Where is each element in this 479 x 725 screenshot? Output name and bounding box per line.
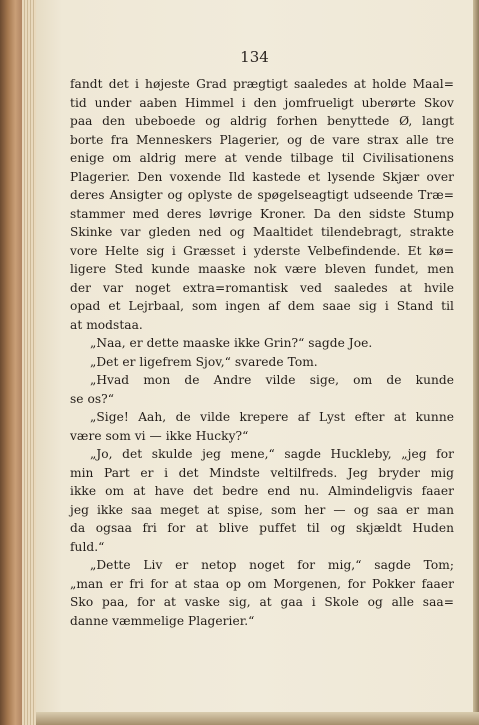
- text-line: tid under aaben Himmel i den jomfrueligt uberørte Skov: [70, 95, 454, 110]
- text-line: Plagerier. Den voxende Ild kastede et lysende Skjær over: [70, 169, 454, 184]
- text-line: „Jo, det skulde jeg mene,“ sagde Huckleby, „jeg for: [90, 447, 454, 461]
- text-line: fuld.“: [70, 539, 105, 554]
- text-line: der var noget extra=romantisk ved saaledes at hvile: [70, 280, 454, 295]
- text-line: ikke om at have det bedre end nu. Almindeligvis faaer: [70, 484, 454, 498]
- text-line: Skinke var gleden ned og Maaltidet tilendebragt, strakte: [70, 225, 454, 239]
- text-line: fandt det i højeste Grad prægtigt saaledes at holde Maal=: [70, 77, 454, 91]
- text-line: borte fra Menneskers Plagerier, og de vare strax alle tre: [70, 132, 454, 147]
- page-number: 134: [240, 48, 269, 66]
- text-line: ligere Sted kunde maaske nok være bleven fundet, men: [70, 262, 454, 276]
- text-line: min Part er i det Mindste veltilfreds. Jeg bryder mig: [70, 465, 454, 480]
- text-line: „Sige! Aah, de vilde krepere af Lyst efter at kunne: [90, 410, 454, 424]
- page-edges: [22, 0, 36, 725]
- text-line: „Dette Liv er netop noget for mig,“ sagde Tom;: [90, 558, 454, 572]
- book-binding: [0, 0, 22, 725]
- text-line: se os?“: [70, 391, 115, 406]
- body-text: [70, 75, 454, 630]
- text-line: „Naa, er dette maaske ikke Grin?“ sagde Joe.: [90, 336, 373, 350]
- text-line: vore Helte sig i Græsset i yderste Velbefindende. Et kø=: [70, 243, 454, 258]
- text-line: „Det er ligefrem Sjov,“ svarede Tom.: [90, 354, 318, 369]
- text-line: deres Ansigter og oplyste de spøgelseagtigt udseende Træ=: [70, 188, 454, 202]
- page-right-edge: [473, 0, 479, 725]
- text-line: „man er fri for at staa op om Morgenen, for Pokker faaer: [70, 576, 454, 591]
- text-line: Sko paa, for at vaske sig, at gaa i Skole og alle saa=: [70, 595, 454, 609]
- text-line: danne væmmelige Plagerier.“: [70, 613, 255, 628]
- text-line: da ogsaa fri for at blive puffet til og skjældt Huden: [70, 521, 454, 535]
- text-line: „Hvad mon de Andre vilde sige, om de kunde: [90, 373, 454, 387]
- text-line: opad et Lejrbaal, som ingen af dem saae sig i Stand til: [70, 299, 454, 313]
- text-line: være som vi — ikke Hucky?“: [70, 428, 249, 443]
- page-bottom-edge: [36, 712, 479, 725]
- text-line: at modstaa.: [70, 317, 143, 332]
- text-line: jeg ikke saa meget at spise, som her — og saa er man: [70, 502, 454, 517]
- text-line: enige om aldrig mere at vende tilbage til Civilisationens: [70, 151, 454, 165]
- text-line: paa den ubeboede og aldrig forhen benyttede Ø, langt: [70, 114, 454, 128]
- text-line: stammer med deres løvrige Kroner. Da den sidste Stump: [70, 206, 454, 221]
